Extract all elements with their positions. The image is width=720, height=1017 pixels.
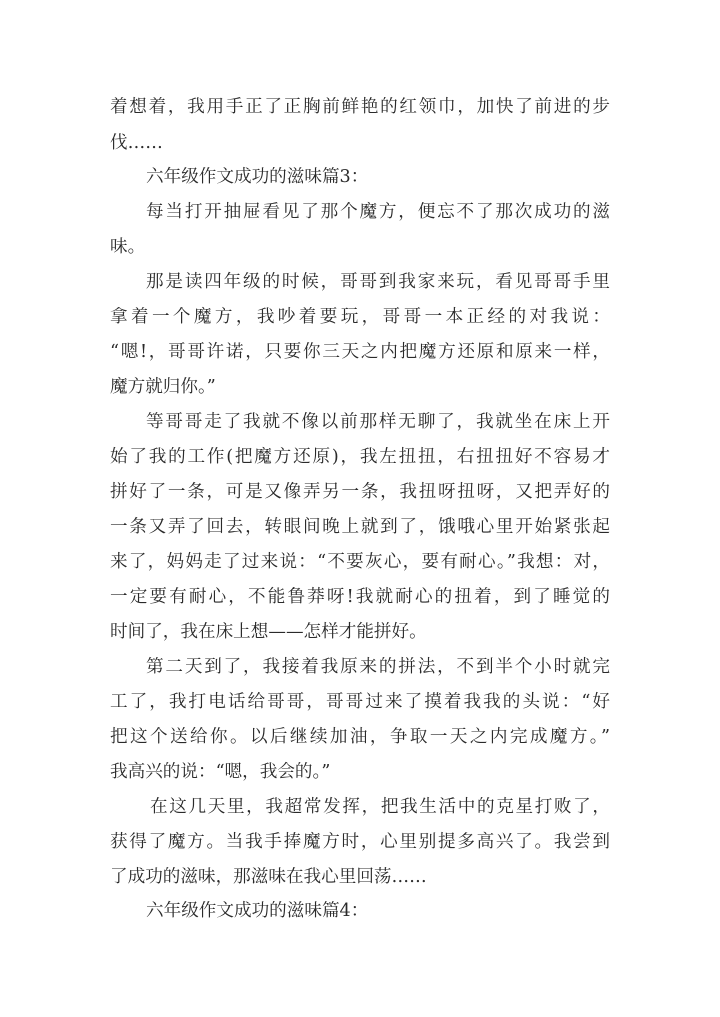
text-line: 始了我的工作(把魔方还原)，我左扭扭，右扭扭好不容易才 (110, 447, 610, 467)
text-line: 一条又弄了回去，转眼间晚上就到了，饿哦心里开始紧张起 (110, 517, 610, 537)
text-line: 在这几天里，我超常发挥，把我生活中的克星打败了， (150, 797, 610, 817)
section-heading-3: 六年级作文成功的滋味篇3： (146, 167, 369, 187)
text-line: 了成功的滋味，那滋味在我心里回荡…… (110, 867, 427, 887)
text-line: 一定要有耐心，不能鲁莽呀!我就耐心的扭着，到了睡觉的 (110, 587, 610, 607)
text-line: 味。 (110, 237, 146, 257)
text-line: 第二天到了，我接着我原来的拼法，不到半个小时就完 (146, 657, 610, 677)
text-line: 拼好了一条，可是又像弄另一条，我扭呀扭呀，又把弄好的 (110, 482, 610, 502)
text-line: 工了，我打电话给哥哥，哥哥过来了摸着我我的头说：“好 (110, 692, 610, 712)
text-line: 时间了，我在床上想——怎样才能拼好。 (110, 622, 427, 642)
text-line: 来了，妈妈走了过来说：“不要灰心，要有耐心。”我想：对， (110, 552, 610, 572)
text-line: 那是读四年级的时候，哥哥到我家来玩，看见哥哥手里 (146, 272, 610, 292)
section-heading-4: 六年级作文成功的滋味篇4： (146, 901, 369, 921)
text-line: 我高兴的说：“嗯，我会的。” (110, 762, 331, 782)
text-line: 获得了魔方。当我手捧魔方时，心里别提多高兴了。我尝到 (110, 832, 610, 852)
text-line: 伐…… (110, 133, 163, 153)
text-line: 拿着一个魔方，我吵着要玩，哥哥一本正经的对我说： (110, 307, 610, 327)
text-line: 着想着，我用手正了正胸前鲜艳的红领巾，加快了前进的步 (110, 97, 610, 117)
text-line: 魔方就归你。” (110, 377, 216, 397)
text-line: “嗯!，哥哥许诺，只要你三天之内把魔方还原和原来一样， (110, 342, 610, 362)
text-line: 把这个送给你。以后继续加油，争取一天之内完成魔方。” (110, 727, 610, 747)
text-line: 等哥哥走了我就不像以前那样无聊了，我就坐在床上开 (146, 412, 610, 432)
text-line: 每当打开抽屉看见了那个魔方，便忘不了那次成功的滋 (146, 202, 610, 222)
